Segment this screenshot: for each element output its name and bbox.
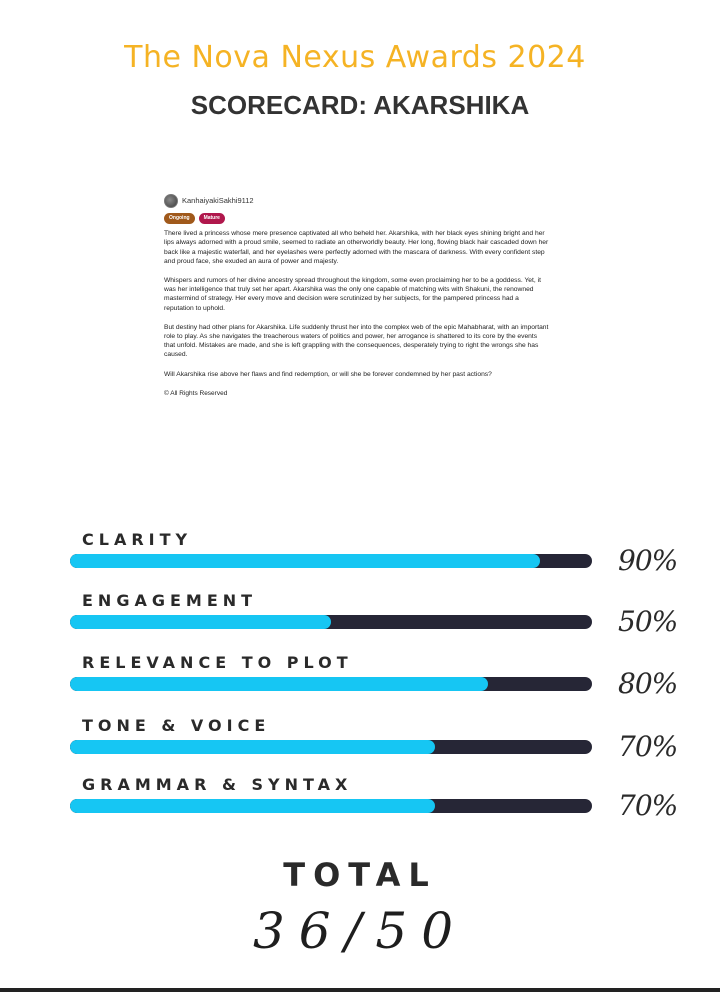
metric-label: RELEVANCE TO PLOT (82, 653, 353, 672)
copyright-notice: © All Rights Reserved (164, 389, 228, 397)
author-name: KanhaiyakiSakhi9112 (182, 196, 254, 206)
progress-track (70, 677, 592, 691)
metric-value: 80% (618, 667, 678, 700)
tag-mature: Mature (199, 213, 225, 224)
story-card (164, 194, 549, 398)
progress-track (70, 740, 592, 754)
metric-label: ENGAGEMENT (82, 591, 258, 610)
metric-label: GRAMMAR & SYNTAX (82, 775, 353, 794)
progress-fill (70, 740, 435, 754)
total-score: 36/50 (252, 902, 468, 960)
tag-list (164, 213, 549, 224)
story-paragraph: Whispers and rumors of her divine ancestry spread throughout the kingdom, some even proclaiming her to be a goddess. Yet, it was her intelligence that truly set her apart. Akarshika was the only one capable of matching wits with Shakuni, the renowned mastermind of strategy. Her every move and decision were scrutinized by her subjects, for the pampered princess had a reputation to uphold. (164, 277, 541, 312)
author-row (164, 194, 549, 208)
story-paragraph: But destiny had other plans for Akarshika. Life suddenly thrust her into the complex web of the epic Mahabharat, with an important role to play. As she navigates the treacherous waters of politics and power, her arrogance is shattered to its core by the events that unfold. Mistakes are made, and she is left grappling with the consequences, desperately trying to right the wrongs she has caused. (164, 323, 549, 359)
total-label: TOTAL (283, 856, 437, 894)
metric-label: TONE & VOICE (82, 716, 271, 735)
award-title: The Nova Nexus Awards 2024 (124, 40, 586, 75)
progress-track (70, 799, 592, 813)
metric-tone-and-voice (70, 716, 678, 776)
metric-relevance-to-plot (70, 653, 678, 713)
tag-ongoing: Ongoing (164, 213, 195, 224)
progress-fill (70, 615, 331, 629)
avatar (164, 194, 178, 208)
metric-value: 70% (618, 789, 678, 822)
metric-value: 90% (618, 544, 678, 577)
progress-fill (70, 799, 435, 813)
metric-engagement (70, 591, 678, 651)
progress-track (70, 615, 592, 629)
bottom-divider (0, 988, 720, 992)
scorecard-title: SCORECARD: AKARSHIKA (190, 90, 530, 120)
progress-fill (70, 554, 540, 568)
metric-value: 50% (618, 605, 678, 638)
metric-value: 70% (618, 730, 678, 763)
metric-clarity (70, 530, 678, 590)
story-paragraph: There lived a princess whose mere presence captivated all who beheld her. Akarshika, with her black eyes shining bright and her lips always adorned with a proud smile, seemed to radiate an otherworldly beauty. Her long, flowing black hair cascaded down her back like a majestic waterfall, and her eyelashes were perfectly adorned with the mascara of darkness. With every confident step and proud face, she exuded an aura of power and majesty. (164, 230, 549, 265)
metric-label: CLARITY (82, 530, 193, 549)
progress-fill (70, 677, 488, 691)
progress-track (70, 554, 592, 568)
story-paragraph: Will Akarshika rise above her flaws and find redemption, or will she be forever condemned by her past actions? (164, 370, 492, 378)
metric-grammar-and-syntax (70, 775, 678, 835)
